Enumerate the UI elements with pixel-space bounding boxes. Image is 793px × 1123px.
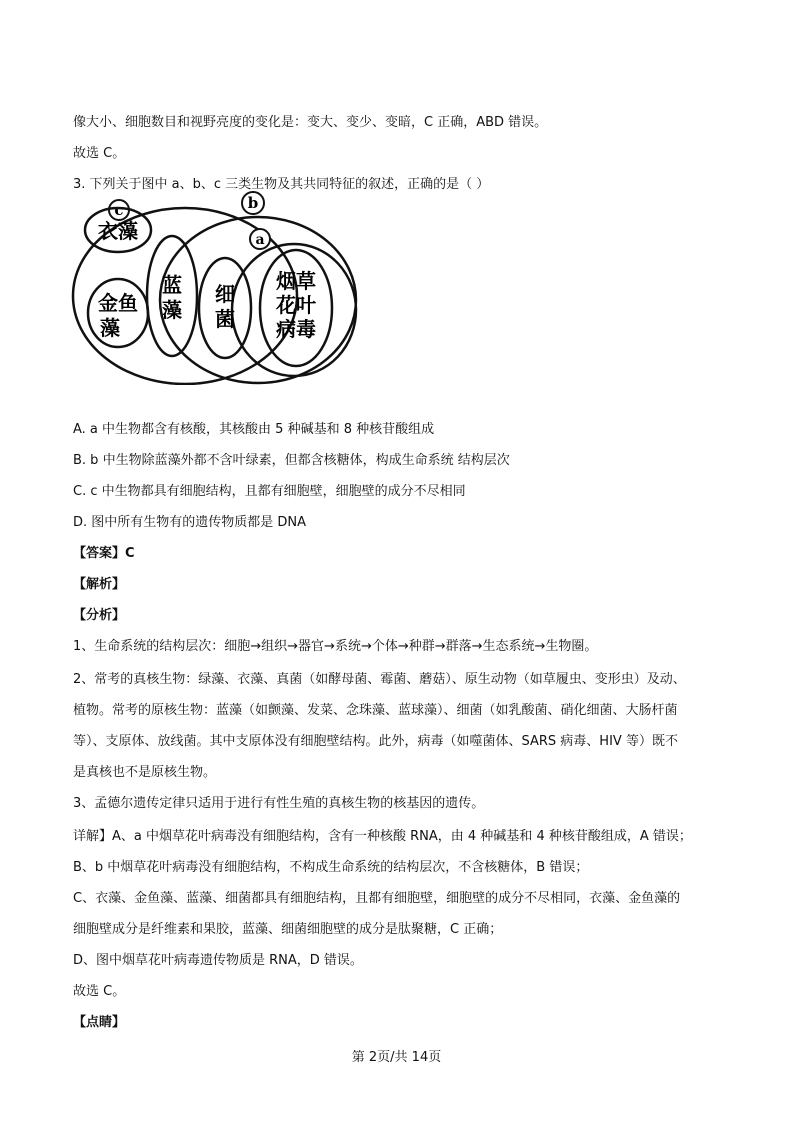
option-a: A. a 中生物都含有核酸，其核酸由 5 种碱基和 8 种核苷酸组成: [73, 422, 435, 437]
jinyuzao-label-2: 藻: [100, 316, 120, 340]
tmv-label-3: 病毒: [276, 317, 316, 341]
answer-line: 【答案】C: [73, 546, 135, 561]
detail-d: D、图中烟草花叶病毒遗传物质是 RNA，D 错误。: [73, 953, 363, 968]
option-d: D. 图中所有生物有的遗传物质都是 DNA: [73, 515, 307, 530]
text-line-2: 故选 C。: [73, 146, 126, 161]
fenxi-heading: 【分析】: [73, 608, 126, 623]
yizao-label: 衣藻: [98, 219, 138, 243]
question-3-stem: 3. 下列关于图中 a、b、c 三类生物及其共同特征的叙述，正确的是（ ）: [73, 177, 490, 192]
choose-c: 故选 C。: [73, 984, 126, 999]
label-b: b: [247, 194, 259, 212]
analysis-1: 1、生命系统的结构层次：细胞→组织→器官→系统→个体→种群→群落→生态系统→生物圈。: [73, 639, 598, 654]
option-b: B. b 中生物除蓝藻外都不含叶绿素，但都含核糖体，构成生命系统 结构层次: [73, 453, 510, 468]
tmv-label-1: 烟草: [276, 269, 316, 293]
lanzao-label-2: 藻: [162, 298, 182, 322]
label-c: c: [114, 201, 124, 219]
text-line-1: 像大小、细胞数目和视野亮度的变化是：变大、变少、变暗，C 正确，ABD 错误。: [73, 115, 548, 130]
venn-diagram: [70, 190, 370, 385]
jinyuzao-label-1: 金鱼: [98, 291, 138, 315]
xijun-label-1: 细: [215, 282, 235, 306]
analysis-2-line2: 植物。常考的原核生物：蓝藻（如颤藻、发菜、念珠藻、蓝球藻）、细菌（如乳酸菌、硝化细菌、大肠杆菌: [73, 703, 678, 718]
detail-c-line1: C、衣藻、金鱼藻、蓝藻、细菌都具有细胞结构，且都有细胞壁，细胞壁的成分不尽相同，衣藻、金鱼藻的: [73, 891, 681, 906]
analysis-3: 3、孟德尔遗传定律只适用于进行有性生殖的真核生物的核基因的遗传。: [73, 796, 485, 811]
tmv-label-2: 花叶: [276, 293, 316, 317]
detail-c-line2: 细胞壁成分是纤维素和果胶，蓝藻、细菌细胞壁的成分是肽聚糖，C 正确；: [73, 922, 503, 937]
detail-b: B、b 中烟草花叶病毒没有细胞结构，不构成生命系统的结构层次，不含核糖体，B 错误；: [73, 860, 589, 875]
analysis-2-line3: 等）、支原体、放线菌。其中支原体没有细胞壁结构。此外，病毒（如噬菌体、SARS 病毒、HIV 等）既不: [73, 734, 678, 749]
label-a: a: [255, 232, 265, 248]
lanzao-label-1: 蓝: [162, 273, 182, 297]
analysis-2-line1: 2、常考的真核生物：绿藻、衣藻、真菌（如酵母菌、霉菌、蘑菇）、原生动物（如草履虫、变形虫）及动、: [73, 672, 686, 687]
jiexi-heading: 【解析】: [73, 577, 126, 592]
page-footer: 第 2页/共 14页: [351, 1050, 442, 1065]
detail-a: 详解】A、a 中烟草花叶病毒没有细胞结构，含有一种核酸 RNA，由 4 种碱基和 4 种核苷酸组成，A 错误；: [73, 829, 692, 844]
option-c: C. c 中生物都具有细胞结构，且都有细胞壁，细胞壁的成分不尽相同: [73, 484, 466, 499]
dianjing-heading: 【点睛】: [73, 1015, 126, 1030]
analysis-2-line4: 是真核也不是原核生物。: [73, 765, 217, 780]
xijun-label-2: 菌: [215, 307, 235, 331]
